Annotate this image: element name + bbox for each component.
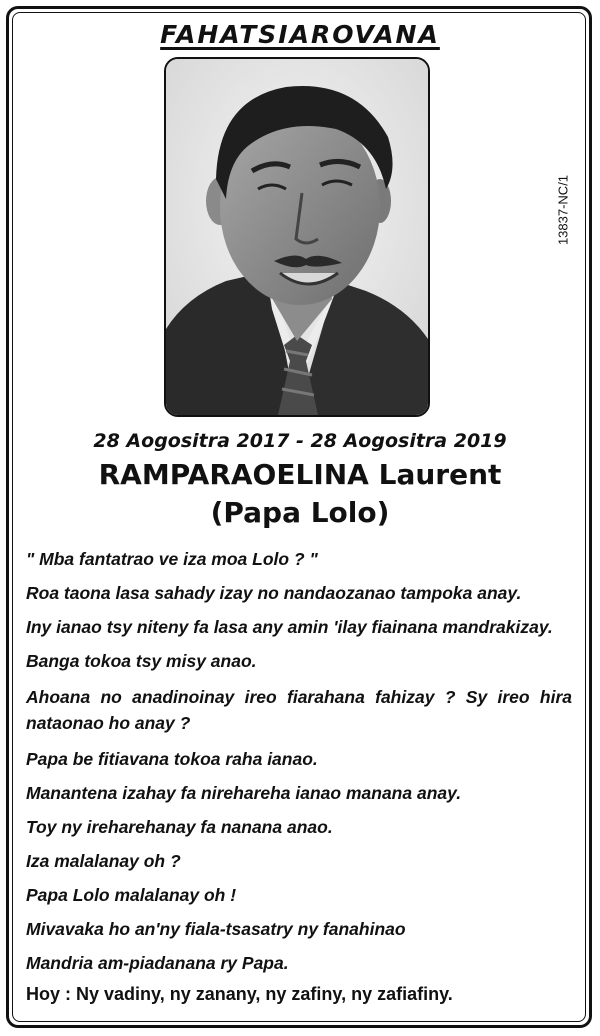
- tribute-line: Mivavaka ho an'ny fiala-tsasatry ny fanahinao: [26, 919, 406, 939]
- family-signature: Hoy : Ny vadiny, ny zanany, ny zafiny, ny zafiafiny.: [26, 984, 453, 1004]
- tribute-text: [26, 548, 572, 986]
- tribute-line: Papa Lolo malalanay oh !: [26, 885, 237, 905]
- page-title: FAHATSIAROVANA: [160, 20, 440, 49]
- reference-code: 13837-NC/1: [555, 174, 571, 246]
- deceased-nickname: (Papa Lolo): [210, 496, 390, 529]
- memorial-dates: 28 Aogositra 2017 - 28 Aogositra 2019: [93, 430, 507, 452]
- tribute-line: Manantena izahay fa nirehareha ianao manana anay.: [26, 783, 462, 803]
- tribute-line: Iny ianao tsy niteny fa lasa any amin 'ilay fiainana mandrakizay.: [26, 617, 553, 637]
- tribute-line: Toy ny ireharehanay fa nanana anao.: [26, 817, 333, 837]
- portrait-photo: [164, 57, 430, 417]
- tribute-line: Mandria am-piadanana ry Papa.: [26, 953, 289, 973]
- tribute-line: Banga tokoa tsy misy anao.: [26, 651, 257, 671]
- tribute-line: Papa be fitiavana tokoa raha ianao.: [26, 749, 318, 769]
- deceased-name: RAMPARAOELINA Laurent: [98, 458, 502, 491]
- tribute-line: " Mba fantatrao ve iza moa Lolo ? ": [26, 549, 318, 569]
- tribute-line: Ahoana no anadinoinay ireo fiarahana fahizay ? Sy ireo hira nataonao ho anay ?: [26, 687, 572, 733]
- portrait-illustration: [166, 59, 428, 415]
- tribute-line: Roa taona lasa sahady izay no nandaozanao tampoka anay.: [26, 583, 522, 603]
- tribute-line: Iza malalanay oh ?: [26, 851, 181, 871]
